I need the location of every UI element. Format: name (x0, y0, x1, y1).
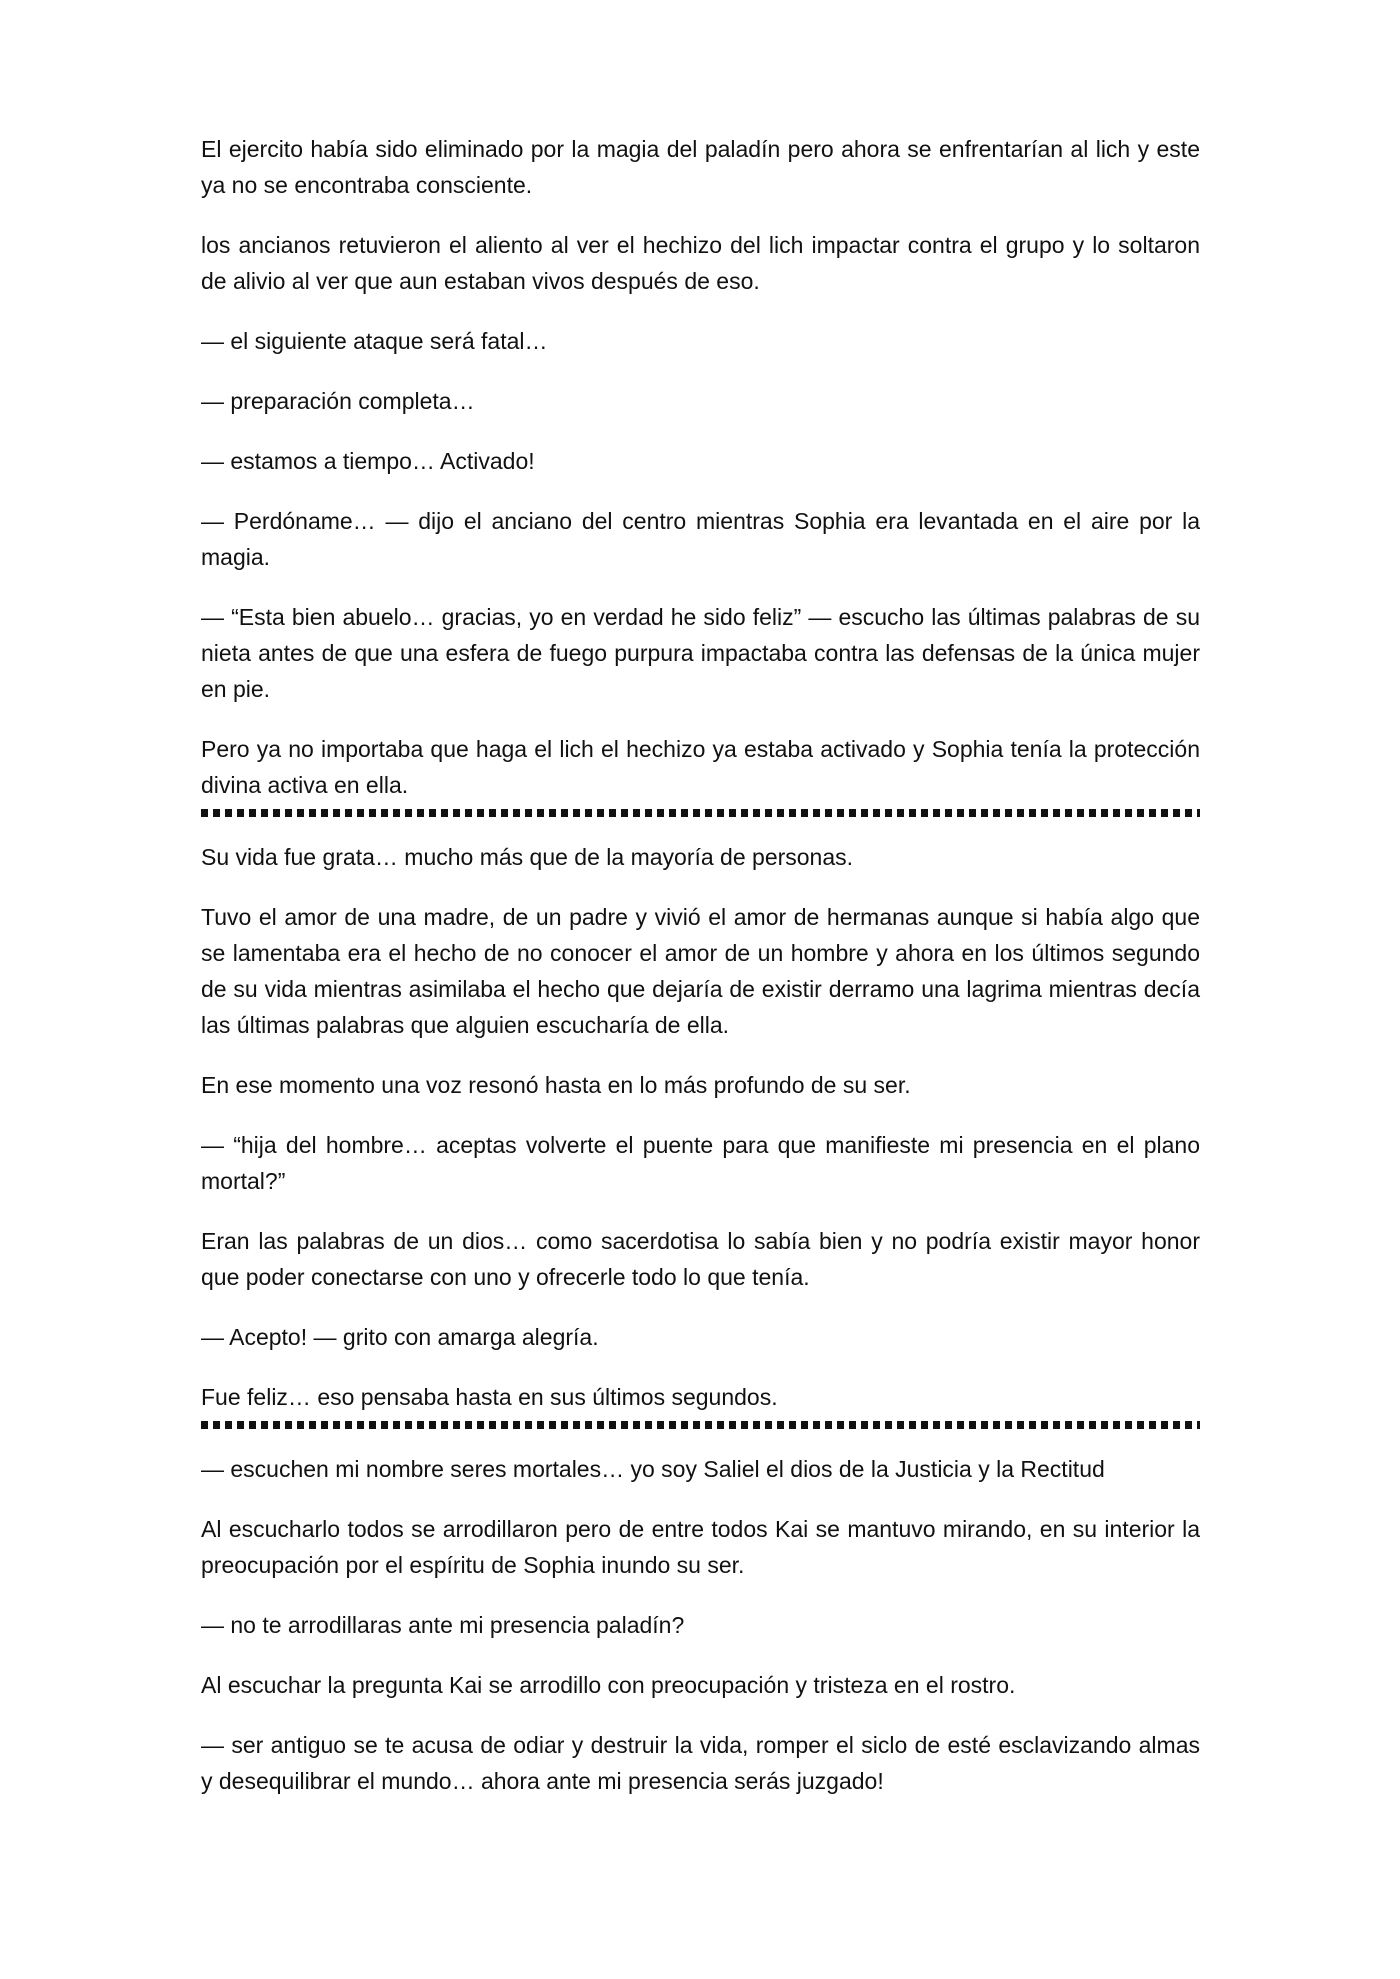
dialogue-line: — estamos a tiempo… Activado! (201, 448, 535, 474)
dialogue-line: — “hija del hombre… aceptas volverte el puente para que manifieste mi presencia en el plano mortal?” (201, 1132, 1200, 1194)
document-page (201, 131, 1200, 1823)
paragraph: Tuvo el amor de una madre, de un padre y vivió el amor de hermanas aunque si había algo que se lamentaba era el hecho de no conocer el amor de un hombre y ahora en los últimos segundo de su vida mientras asimilaba el hecho que dejaría de existir derramo una lagrima mientras decía las últimas palabras que alguien escucharía de ella. (201, 904, 1200, 1038)
paragraph: Al escuchar la pregunta Kai se arrodillo con preocupación y tristeza en el rostro. (201, 1672, 1016, 1698)
section-2 (201, 839, 1200, 1415)
paragraph: los ancianos retuvieron el aliento al ver el hechizo del lich impactar contra el grupo y lo soltaron de alivio al ver que aun estaban vivos después de eso. (201, 232, 1200, 294)
paragraph: Pero ya no importaba que haga el lich el hechizo ya estaba activado y Sophia tenía la protección divina activa en ella. (201, 736, 1200, 798)
section-separator (201, 1421, 1200, 1429)
dialogue-line: — ser antiguo se te acusa de odiar y destruir la vida, romper el siclo de esté esclavizando almas y desequilibrar el mundo… ahora ante mi presencia serás juzgado! (201, 1732, 1200, 1794)
dialogue-line: — Acepto! — grito con amarga alegría. (201, 1324, 599, 1350)
dialogue-line: — preparación completa… (201, 388, 475, 414)
dialogue-line: — escuchen mi nombre seres mortales… yo soy Saliel el dios de la Justicia y la Rectitud (201, 1456, 1105, 1482)
paragraph: Al escucharlo todos se arrodillaron pero de entre todos Kai se mantuvo mirando, en su interior la preocupación por el espíritu de Sophia inundo su ser. (201, 1516, 1200, 1578)
section-1 (201, 131, 1200, 803)
dialogue-line: — el siguiente ataque será fatal… (201, 328, 548, 354)
dialogue-line: — no te arrodillaras ante mi presencia paladín? (201, 1612, 685, 1638)
section-separator (201, 809, 1200, 817)
paragraph: Su vida fue grata… mucho más que de la mayoría de personas. (201, 844, 854, 870)
dialogue-line: — “Esta bien abuelo… gracias, yo en verdad he sido feliz” — escucho las últimas palabras de su nieta antes de que una esfera de fuego purpura impactaba contra las defensas de la única mujer en pie. (201, 604, 1200, 702)
paragraph: Fue feliz… eso pensaba hasta en sus últimos segundos. (201, 1384, 778, 1410)
paragraph: En ese momento una voz resonó hasta en lo más profundo de su ser. (201, 1072, 911, 1098)
paragraph: El ejercito había sido eliminado por la magia del paladín pero ahora se enfrentarían al lich y este ya no se encontraba consciente. (201, 136, 1200, 198)
dialogue-line: — Perdóname… — dijo el anciano del centro mientras Sophia era levantada en el aire por la magia. (201, 508, 1200, 570)
section-3 (201, 1451, 1200, 1799)
paragraph: Eran las palabras de un dios… como sacerdotisa lo sabía bien y no podría existir mayor honor que poder conectarse con uno y ofrecerle todo lo que tenía. (201, 1228, 1200, 1290)
